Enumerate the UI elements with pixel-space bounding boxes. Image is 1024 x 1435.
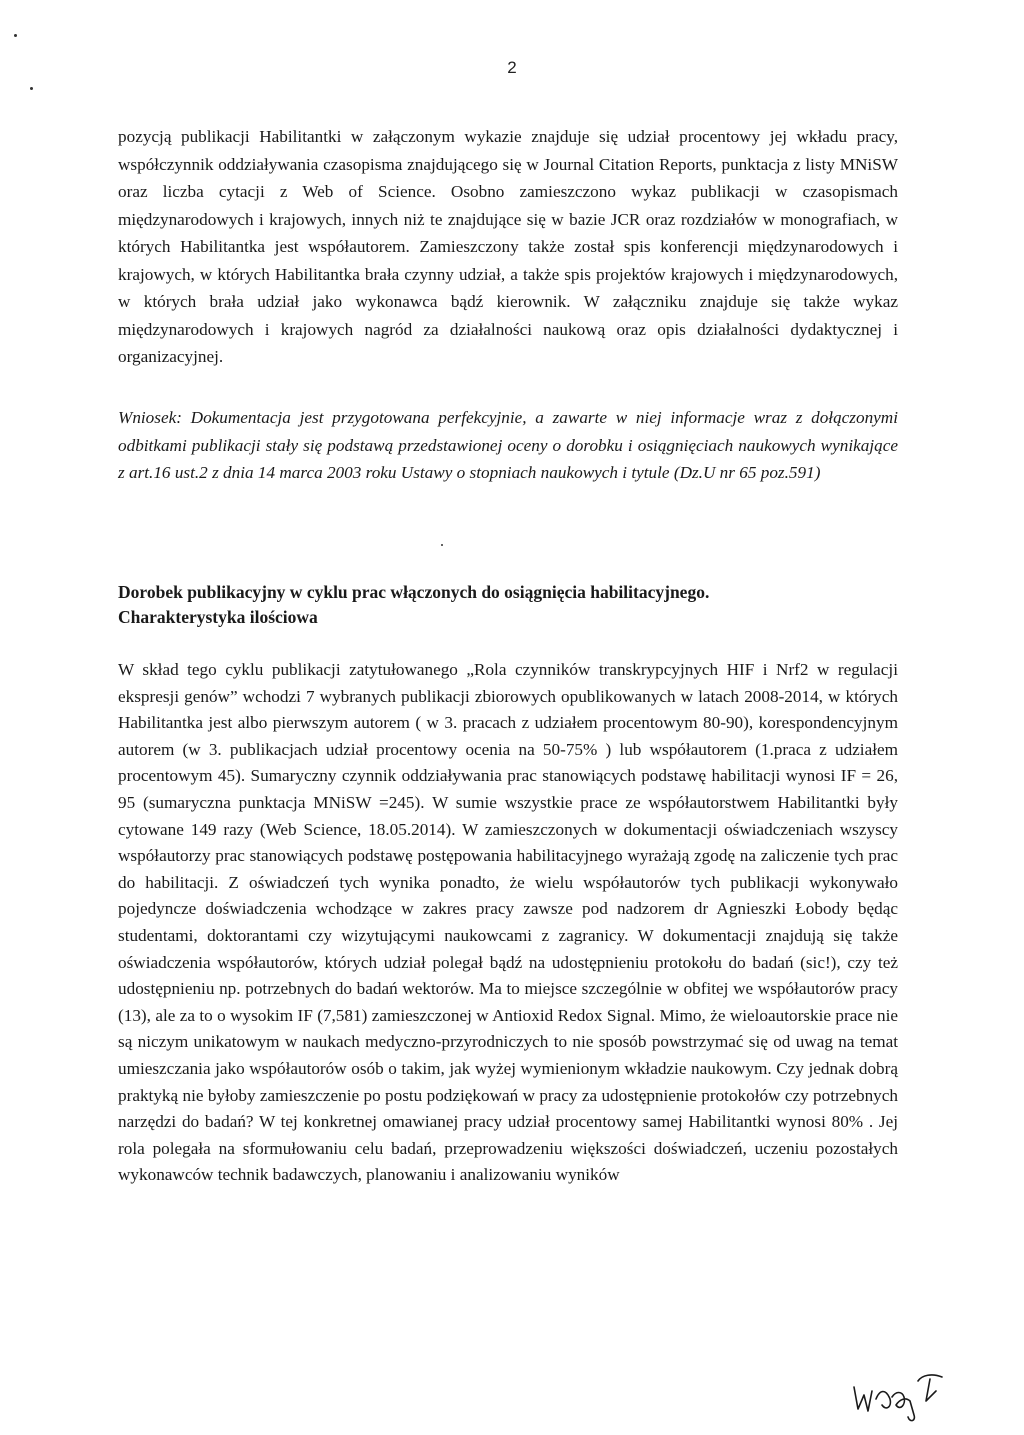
body-paragraph-block [118,657,898,1189]
scan-speck [441,544,443,546]
section-subtitle: Charakterystyka ilościowa [118,607,318,627]
section-title: Dorobek publikacyjny w cyklu prac włączonych do osiągnięcia habilitacyjnego. [118,582,710,602]
handwritten-signature [846,1365,956,1423]
intro-paragraph: pozycją publikacji Habilitantki w załączonym wykazie znajduje się udział procentowy jej wkładu pracy, współczynnik oddziaływania czasopisma znajdującego się w Journal Citation Reports, punktacja z listy MNiSW oraz liczba cytacji z Web of Science. Osobno zamieszczono wykaz publikacji w czasopismach międzynarodowych i krajowych, innych niż te znajdujące się w bazie JCR oraz rozdziałów w monografiach, w których Habilitantka jest współautorem. Zamieszczony także został spis konferencji międzynarodowych i krajowych, w których Habilitantka brała czynny udział, a także spis projektów krajowych i międzynarodowych, w których brała udział jako wykonawca bądź kierownik. W załączniku znajduje się także wykaz międzynarodowych i krajowych nagród za działalności naukową oraz opis działalności dydaktycznej i organizacyjnej. [118,127,898,366]
conclusion-paragraph: Wniosek: Dokumentacja jest przygotowana perfekcyjnie, a zawarte w niej informacje wraz z dołączonymi odbitkami publikacji stały się podstawą przedstawionej oceny o dorobku i osiągnięciach naukowych wynikające z art.16 ust.2 z dnia 14 marca 2003 roku Ustawy o stopniach naukowych i tytule (Dz.U nr 65 poz.591) [118,408,898,482]
body-paragraph: W skład tego cyklu publikacji zatytułowanego „Rola czynników transkrypcyjnych HIF i Nrf2 w regulacji ekspresji genów” wchodzi 7 wybranych publikacji zbiorowych opublikowanych w latach 2008-2014, w których Habilitantka jest albo pierwszym autorem ( w 3. pracach z udziałem procentowym 80-90), korespondencyjnym autorem (w 3. publikacjach udział procentowy ocenia na 50-75% ) lub współautorem (1.praca z udziałem procentowym 45). Sumaryczny czynnik oddziaływania prac stanowiących podstawę habilitacji wynosi IF = 26, 95 (sumaryczna punktacja MNiSW =245). W sumie wszystkie prace ze współautorstwem Habilitantki były cytowane 149 razy (Web Science, 18.05.2014). W zamieszczonych w dokumentacji oświadczeniach wszyscy współautorzy prac stanowiących podstawę postępowania habilitacyjnego wyrażają zgodę na zaliczenie tych prac do habilitacji. Z oświadczeń tych wynika ponadto, że wielu współautorów tych publikacji wykonywało pojedyncze doświadczenia wchodzące w zakres pracy zawsze pod nadzorem dr Agnieszki Łobody będąc studentami, doktorantami czy wizytującymi naukowcami z zagranicy. W dokumentacji znajdują się także oświadczenia współautorów, których udział polegał bądź na udostępnieniu protokołu do badań (sic!), czy też udostępnieniu np. potrzebnych do badań wektorów. Ma to miejsce szczególnie w obfitej we współautorów pracy (13), ale za to o wysokim IF (7,581) zamieszczonej w Antioxid Redox Signal. Mimo, że wieloautorskie prace nie są niczym unikatowym w naukach medyczno-przyrodniczych to nie sposób powstrzymać się od uwag na temat umieszczania jako współautorów osób o takim, jak wyżej wymienionym wkładzie naukowym. Czy jednak dobrą praktyką nie byłoby zamieszczenie po postu podziękowań w pracy za udostępnienie protokołów czy potrzebnych narzędzi do badań? W tej konkretnej omawianej pracy udział procentowy samej Habilitantki wynosi 80% . Jej rola polegała na sformułowaniu celu badań, przeprowadzeniu większości doświadczeń, uczeniu pozostałych wykonawców technik badawczych, planowaniu i analizowaniu wyników [118,660,898,1185]
intro-paragraph-block [118,123,898,371]
page-number: 2 [507,58,517,77]
scan-speck [30,87,33,90]
conclusion-paragraph-block [118,404,898,487]
scan-speck [14,34,17,37]
